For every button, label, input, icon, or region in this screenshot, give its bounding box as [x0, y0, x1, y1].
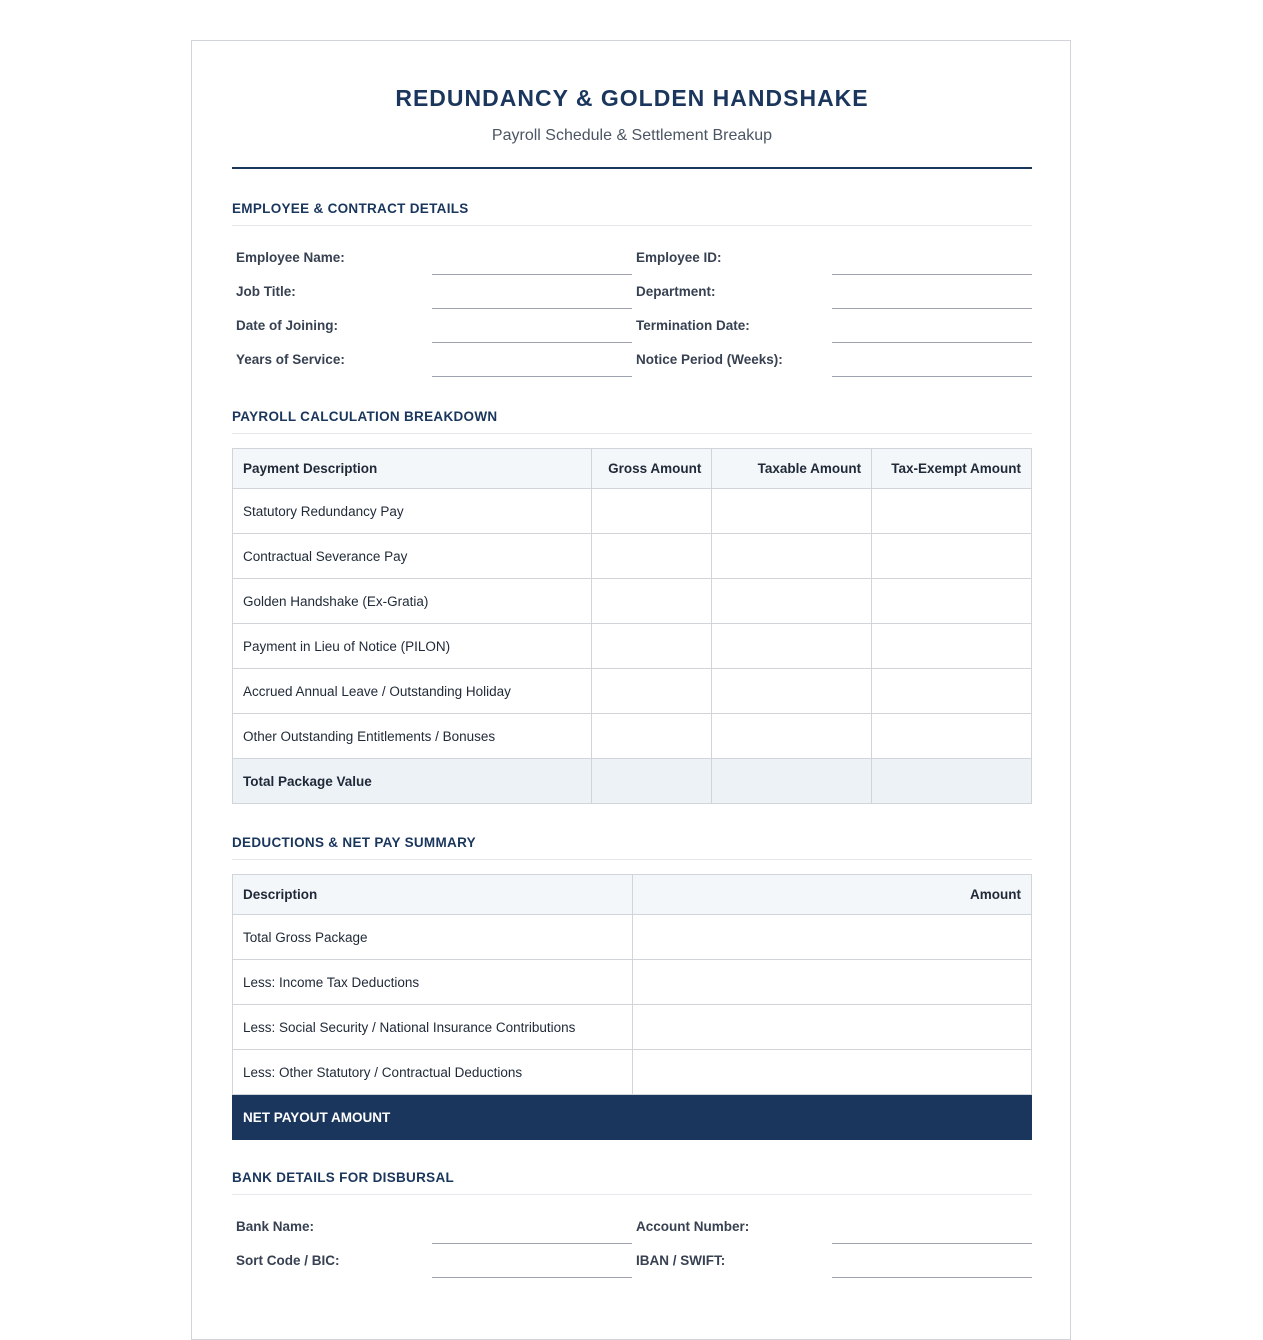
deduction-description: Less: Income Tax Deductions	[233, 960, 633, 1005]
amount-cell[interactable]	[632, 960, 1031, 1005]
tax-exempt-amount-cell[interactable]	[872, 624, 1032, 669]
termination-date-label: Termination Date:	[636, 318, 750, 333]
field-row	[232, 343, 1032, 377]
gross-amount-cell[interactable]	[592, 624, 712, 669]
column-header: Gross Amount	[592, 449, 712, 489]
payment-description: Contractual Severance Pay	[233, 534, 592, 579]
bank-section-heading: BANK DETAILS FOR DISBURSAL	[232, 1170, 1032, 1195]
bank-fields	[232, 1210, 1032, 1278]
total-gross-cell[interactable]	[592, 759, 712, 804]
deduction-description: Total Gross Package	[233, 915, 633, 960]
tax-exempt-amount-cell[interactable]	[872, 669, 1032, 714]
document-subtitle: Payroll Schedule & Settlement Breakup	[491, 127, 773, 144]
gross-amount-cell[interactable]	[592, 489, 712, 534]
bank-name-label: Bank Name:	[236, 1219, 315, 1234]
table-row	[233, 915, 1032, 960]
employee-id-label: Employee ID:	[636, 250, 722, 265]
amount-cell[interactable]	[632, 1050, 1031, 1095]
deduction-description: Less: Other Statutory / Contractual Deductions	[233, 1050, 633, 1095]
net-payout-label: NET PAYOUT AMOUNT	[233, 1095, 633, 1140]
payment-description: Payment in Lieu of Notice (PILON)	[233, 624, 592, 669]
table-row	[233, 579, 1032, 624]
table-row	[233, 669, 1032, 714]
column-header: Tax-Exempt Amount	[872, 449, 1032, 489]
field-row	[232, 241, 1032, 275]
payment-description: Other Outstanding Entitlements / Bonuses	[233, 714, 592, 759]
table-row	[233, 960, 1032, 1005]
payroll-section-heading: PAYROLL CALCULATION BREAKDOWN	[232, 409, 1032, 434]
column-header: Description	[233, 875, 633, 915]
notice-period-label: Notice Period (Weeks):	[636, 352, 783, 367]
tax-exempt-amount-cell[interactable]	[872, 714, 1032, 759]
field-row	[232, 275, 1032, 309]
employee-name-label: Employee Name:	[236, 250, 345, 265]
taxable-amount-cell[interactable]	[712, 669, 872, 714]
account-number-label: Account Number:	[636, 1219, 750, 1234]
deductions-table	[232, 874, 1032, 1140]
table-header-row	[233, 449, 1032, 489]
table-row	[233, 1050, 1032, 1095]
table-row	[233, 489, 1032, 534]
net-payout-amount-cell[interactable]	[632, 1095, 1031, 1140]
gross-amount-cell[interactable]	[592, 579, 712, 624]
notice-period-input[interactable]	[832, 376, 1032, 377]
payment-description: Golden Handshake (Ex-Gratia)	[233, 579, 592, 624]
deduction-description: Less: Social Security / National Insurance Contributions	[233, 1005, 633, 1050]
table-row	[233, 1005, 1032, 1050]
total-tax-exempt-cell[interactable]	[872, 759, 1032, 804]
years-of-service-label: Years of Service:	[236, 352, 345, 367]
taxable-amount-cell[interactable]	[712, 714, 872, 759]
amount-cell[interactable]	[632, 1005, 1031, 1050]
payment-description: Statutory Redundancy Pay	[233, 489, 592, 534]
employee-fields	[232, 241, 1032, 377]
table-row	[233, 534, 1032, 579]
taxable-amount-cell[interactable]	[712, 624, 872, 669]
payroll-table	[232, 448, 1032, 804]
net-payout-row	[233, 1095, 1032, 1140]
title-divider	[232, 167, 1032, 169]
gross-amount-cell[interactable]	[592, 669, 712, 714]
total-taxable-cell[interactable]	[712, 759, 872, 804]
taxable-amount-cell[interactable]	[712, 534, 872, 579]
gross-amount-cell[interactable]	[592, 714, 712, 759]
deductions-section-heading: DEDUCTIONS & NET PAY SUMMARY	[232, 835, 1032, 860]
total-package-label: Total Package Value	[233, 759, 592, 804]
total-row	[233, 759, 1032, 804]
field-row	[232, 1244, 1032, 1278]
department-label: Department:	[636, 284, 716, 299]
tax-exempt-amount-cell[interactable]	[872, 534, 1032, 579]
payment-description: Accrued Annual Leave / Outstanding Holiday	[233, 669, 592, 714]
column-header: Payment Description	[233, 449, 592, 489]
sort-code-label: Sort Code / BIC:	[236, 1253, 340, 1268]
document-page	[191, 40, 1071, 1340]
tax-exempt-amount-cell[interactable]	[872, 579, 1032, 624]
iban-swift-label: IBAN / SWIFT:	[636, 1253, 726, 1268]
years-of-service-input[interactable]	[432, 376, 632, 377]
table-row	[233, 714, 1032, 759]
column-header: Amount	[632, 875, 1031, 915]
employee-section-heading: EMPLOYEE & CONTRACT DETAILS	[232, 201, 1032, 226]
field-row	[232, 1210, 1032, 1244]
taxable-amount-cell[interactable]	[712, 489, 872, 534]
job-title-label: Job Title:	[236, 284, 296, 299]
iban-swift-input[interactable]	[832, 1277, 1032, 1278]
table-header-row	[233, 875, 1032, 915]
taxable-amount-cell[interactable]	[712, 579, 872, 624]
table-row	[233, 624, 1032, 669]
tax-exempt-amount-cell[interactable]	[872, 489, 1032, 534]
amount-cell[interactable]	[632, 915, 1031, 960]
column-header: Taxable Amount	[712, 449, 872, 489]
gross-amount-cell[interactable]	[592, 534, 712, 579]
document-title: REDUNDANCY & GOLDEN HANDSHAKE	[395, 85, 869, 111]
sort-code-input[interactable]	[432, 1277, 632, 1278]
date-of-joining-label: Date of Joining:	[236, 318, 338, 333]
field-row	[232, 309, 1032, 343]
